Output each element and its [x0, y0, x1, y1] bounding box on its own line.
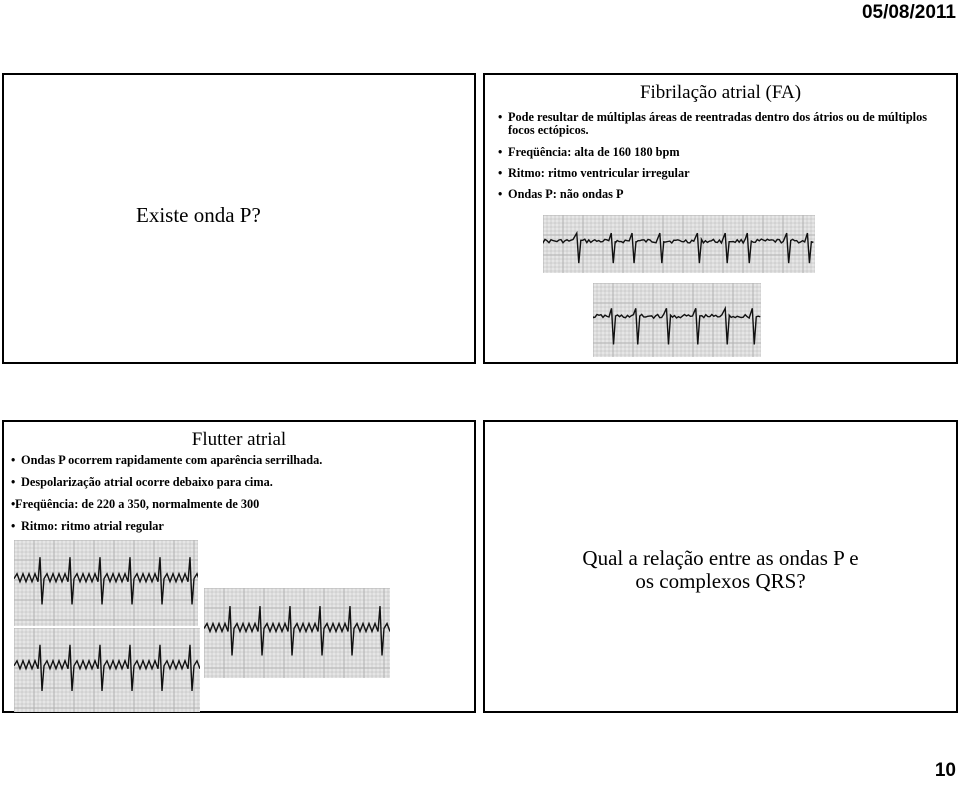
bullet-list: [11, 454, 471, 542]
ecg-trace-graphic: [204, 588, 390, 678]
ecg-trace-graphic: [593, 283, 761, 357]
ecg-strip-flutter-3: [14, 628, 200, 712]
bullet-item: • Freqüência: alta de 160 180 bpm: [498, 146, 948, 159]
ecg-strip-flutter-1: [14, 540, 198, 626]
bullet-item: • Ondas P ocorrem rapidamente com aparência serrilhada.: [11, 454, 471, 467]
bullet-item: • Ritmo: ritmo ventricular irregular: [498, 167, 948, 180]
ecg-strip-fa-1: [543, 215, 815, 273]
ecg-trace-graphic: [543, 215, 815, 273]
slide-question-text: [485, 547, 956, 593]
bullet-item: • Ondas P: não ondas P: [498, 188, 948, 201]
slide-question-qrs: [483, 420, 958, 713]
slide-question-text: Existe onda P?: [136, 203, 261, 227]
page-number: 10: [934, 760, 956, 781]
slide-existe-onda-p: [2, 73, 476, 364]
ecg-trace-graphic: [14, 540, 198, 626]
slide-fibrilacao-atrial: [483, 73, 958, 364]
slide-title: Flutter atrial: [191, 429, 287, 450]
bullet-item: • Ritmo: ritmo atrial regular: [11, 520, 471, 533]
bullet-item: • Pode resultar de múltiplas áreas de reentradas dentro dos átrios ou de múltiplos focos ectópicos.: [498, 111, 948, 137]
slide-flutter-atrial: [2, 420, 476, 713]
bullet-item: • Despolarização atrial ocorre debaixo para cima.: [11, 476, 471, 489]
bullet-item: • Freqüência: de 220 a 350, normalmente de 300: [11, 498, 471, 511]
ecg-trace-graphic: [14, 628, 200, 712]
question-line-1: Qual a relação entre as ondas P e: [582, 546, 859, 570]
question-line-2: os complexos QRS?: [635, 569, 806, 593]
header-date: 05/08/2011: [861, 2, 956, 23]
ecg-strip-fa-2: [593, 283, 761, 357]
ecg-strip-flutter-2: [204, 588, 390, 678]
slide-title: Fibrilação atrial (FA): [639, 82, 802, 103]
bullet-list: [498, 111, 948, 209]
